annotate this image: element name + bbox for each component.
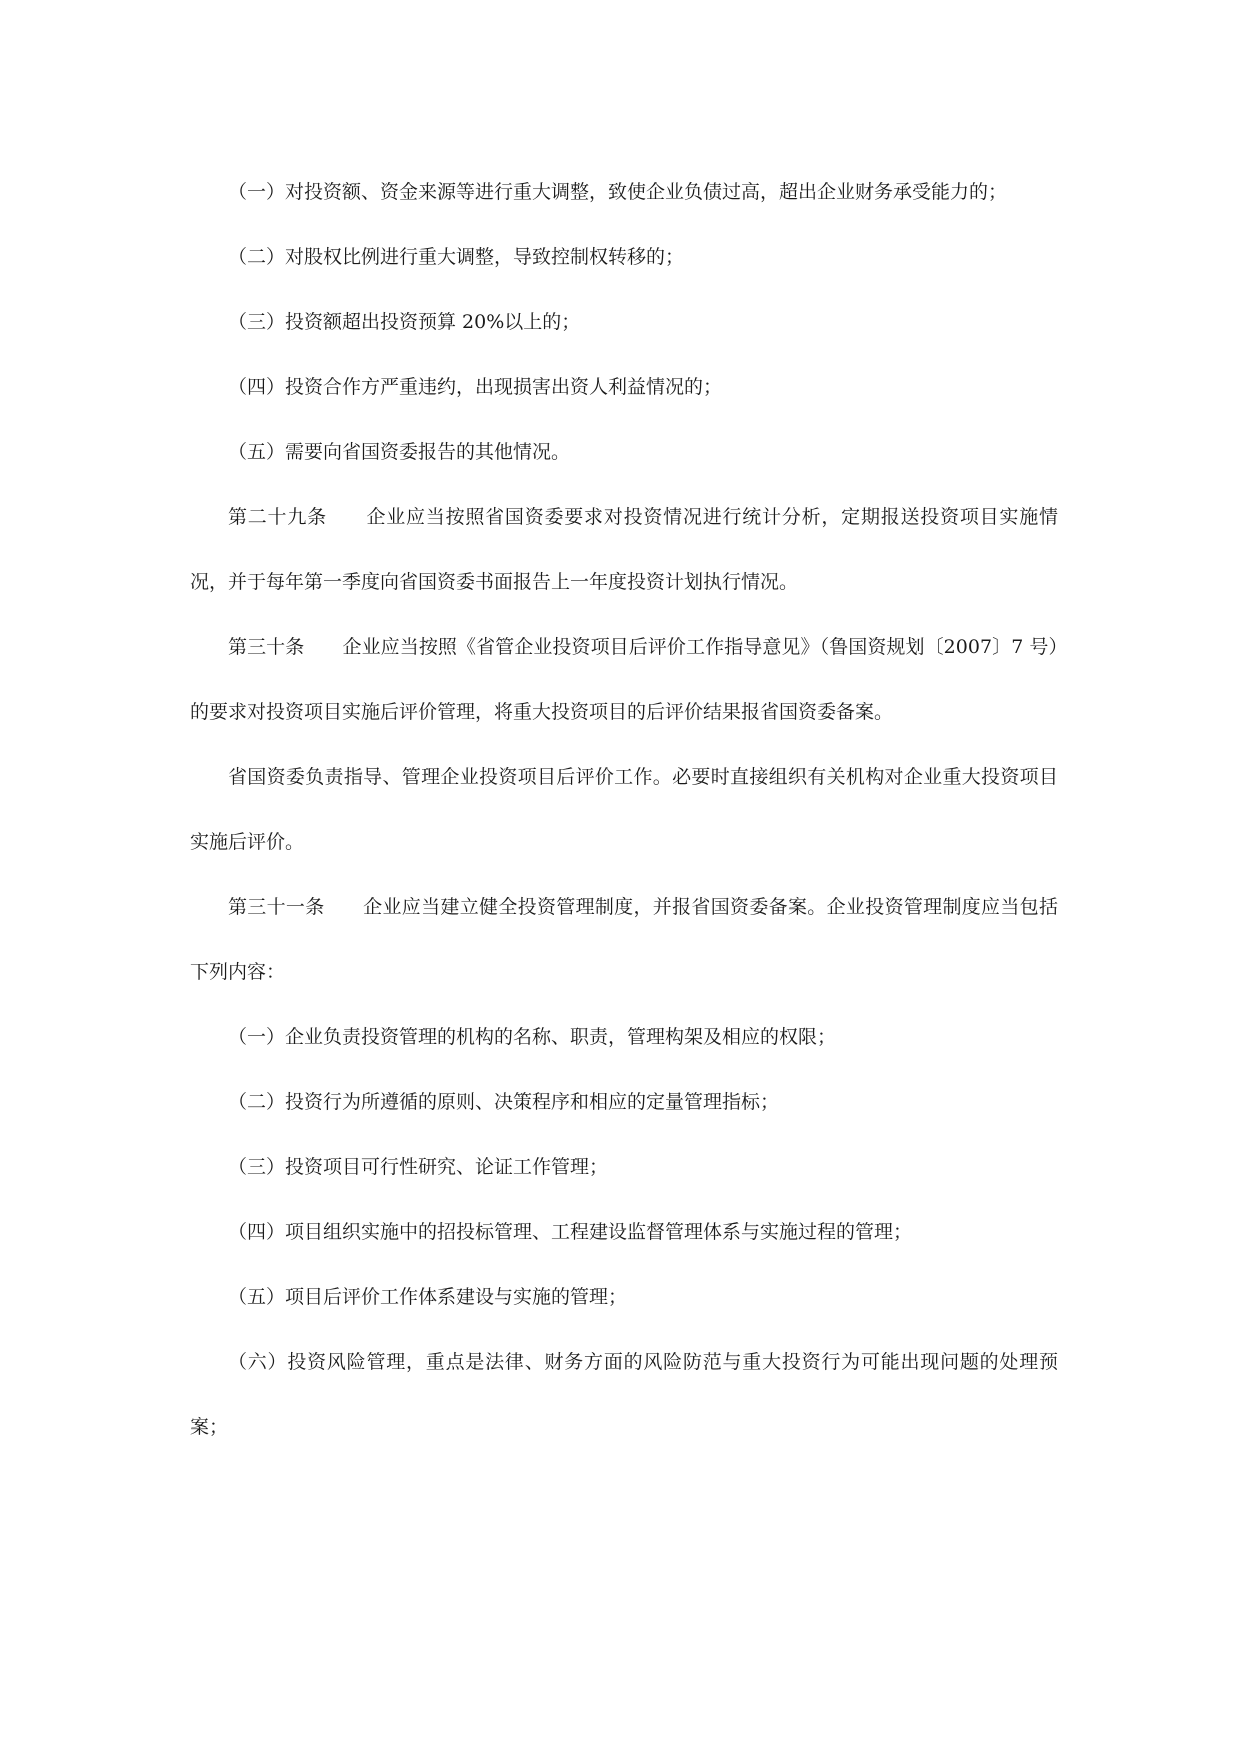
- paragraph-item-5: （五）需要向省国资委报告的其他情况。: [228, 441, 571, 463]
- paragraph-item-3: （三）投资额超出投资预算 20%以上的；: [228, 311, 581, 333]
- article-31-item-1: （一）企业负责投资管理的机构的名称、职责，管理构架及相应的权限；: [228, 1026, 837, 1048]
- article-31: 第三十一条 企业应当建立健全投资管理制度，并报省国资委备案。企业投资管理制度应当包括下列内容：: [190, 896, 1058, 983]
- article-31-item-3: （三）投资项目可行性研究、论证工作管理；: [228, 1156, 609, 1178]
- article-31-item-4: （四）项目组织实施中的招投标管理、工程建设监督管理体系与实施过程的管理；: [228, 1221, 913, 1243]
- article-31-item-6: （六）投资风险管理，重点是法律、财务方面的风险防范与重大投资行为可能出现问题的处理预案；: [190, 1351, 1058, 1438]
- article-29: 第二十九条 企业应当按照省国资委要求对投资情况进行统计分析，定期报送投资项目实施情况，并于每年第一季度向省国资委书面报告上一年度投资计划执行情况。: [190, 506, 1058, 593]
- paragraph-item-4: （四）投资合作方严重违约，出现损害出资人利益情况的；: [228, 376, 723, 398]
- paragraph-item-2: （二）对股权比例进行重大调整，导致控制权转移的；: [228, 246, 685, 268]
- article-30: 第三十条 企业应当按照《省管企业投资项目后评价工作指导意见》（鲁国资规划〔2007〕7 号）的要求对投资项目实施后评价管理，将重大投资项目的后评价结果报省国资委备案。: [190, 636, 1058, 723]
- article-31-item-5: （五）项目后评价工作体系建设与实施的管理；: [228, 1286, 628, 1308]
- paragraph-item-1: （一）对投资额、资金来源等进行重大调整，致使企业负债过高，超出企业财务承受能力的；: [228, 181, 1008, 203]
- document-body: [190, 160, 1058, 1460]
- article-30-supplement: 省国资委负责指导、管理企业投资项目后评价工作。必要时直接组织有关机构对企业重大投资项目实施后评价。: [190, 766, 1058, 853]
- article-31-item-2: （二）投资行为所遵循的原则、决策程序和相应的定量管理指标；: [228, 1091, 780, 1113]
